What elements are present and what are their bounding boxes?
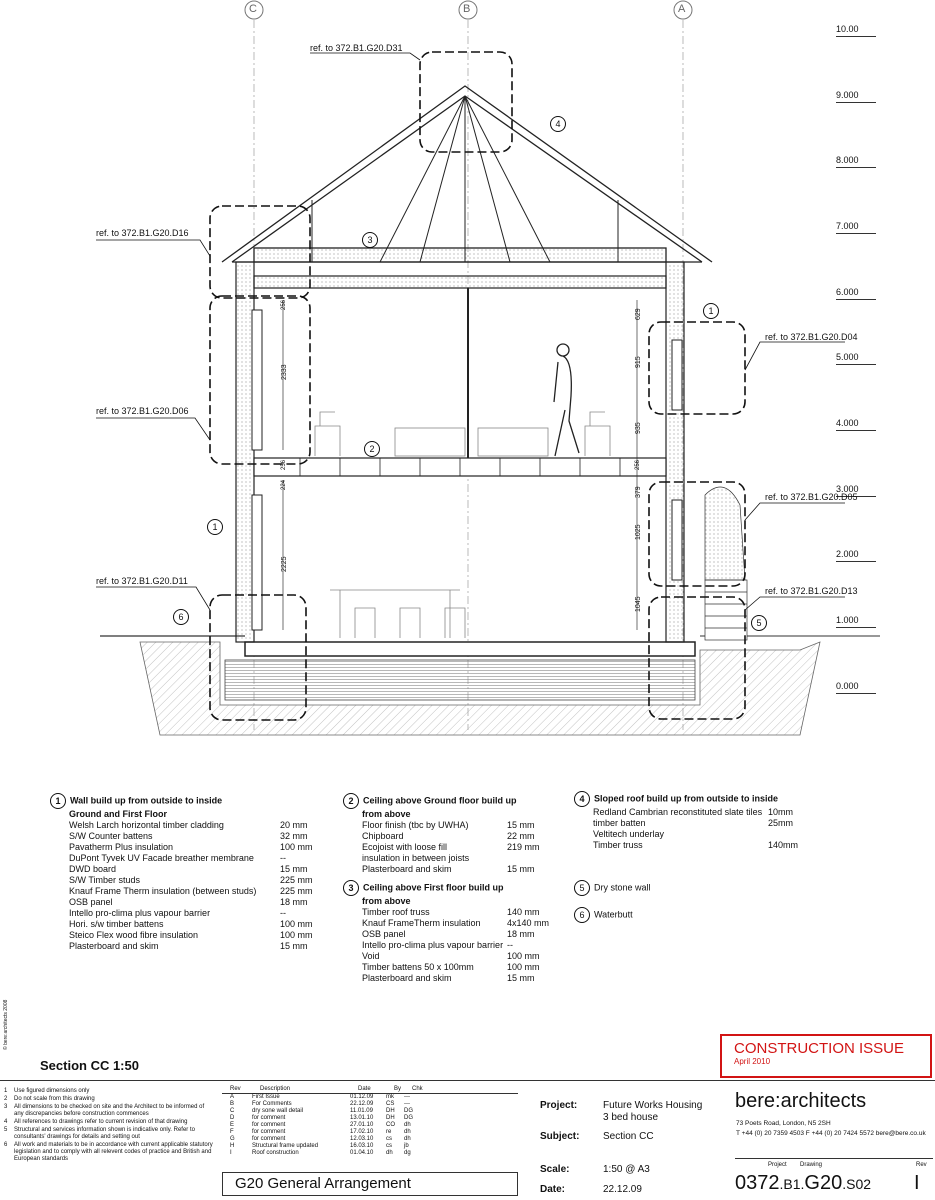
note-row xyxy=(69,919,340,930)
construction-issue-stamp xyxy=(720,1034,932,1078)
note-row xyxy=(69,941,340,952)
note-row xyxy=(593,807,834,818)
note-row-value: 15 mm xyxy=(507,864,535,874)
ref-label-d06: ref. to 372.B1.G20.D06 xyxy=(96,406,189,416)
revision-row xyxy=(222,1129,518,1136)
note-row-item: S/W Counter battens xyxy=(69,831,153,841)
subject-value: Section CC xyxy=(603,1131,654,1142)
note-row-value: 140mm xyxy=(768,840,799,850)
revision-cell: 01.12.09 xyxy=(350,1094,374,1100)
project-label: Project: xyxy=(540,1100,578,1111)
revision-cell: 13.01.10 xyxy=(350,1115,374,1121)
note-row-item: Steico Flex wood fibre insulation xyxy=(69,930,199,940)
general-note-number: 5 xyxy=(4,1127,8,1133)
dim-label: 935 xyxy=(635,422,642,434)
revision-cell: for comment xyxy=(252,1122,286,1128)
level-label: 6.000 xyxy=(836,287,859,297)
tag-bubble: 2 xyxy=(364,441,380,457)
revision-cell: E xyxy=(230,1122,235,1128)
revision-rows xyxy=(222,1094,518,1157)
revision-row xyxy=(222,1115,518,1122)
note-row xyxy=(362,853,563,864)
revision-cell: DG xyxy=(404,1115,413,1121)
note-row-value: 100 mm xyxy=(507,962,540,972)
revision-row xyxy=(222,1101,518,1108)
revision-cell: DH xyxy=(386,1108,395,1114)
note-row-value: 15 mm xyxy=(507,820,535,830)
general-note-number: 2 xyxy=(4,1096,8,1102)
general-note xyxy=(4,1142,214,1163)
note-row-item: Intello pro-clima plus vapour barrier xyxy=(362,940,504,950)
note-row xyxy=(69,842,340,853)
project-header: Project xyxy=(768,1162,787,1168)
revision-cell: 17.02.10 xyxy=(350,1129,374,1135)
rev-header: Chk xyxy=(412,1086,423,1092)
drawing-number-divider xyxy=(735,1158,933,1159)
note-row xyxy=(362,864,563,875)
dim-label: 1025 xyxy=(635,524,642,540)
tag-bubble: 5 xyxy=(751,615,767,631)
revision-cell: cs xyxy=(386,1136,392,1142)
subject-label: Subject: xyxy=(540,1131,580,1142)
dim-label: 256 xyxy=(635,459,641,470)
note-title: Waterbutt xyxy=(594,909,633,920)
revision-cell: CS xyxy=(386,1101,395,1107)
tag-bubble: 6 xyxy=(173,609,189,625)
note-row-value: 15 mm xyxy=(507,973,535,983)
ref-label-d04: ref. to 372.B1.G20.D04 xyxy=(765,332,858,342)
level-label: 1.000 xyxy=(836,615,859,625)
note-row-value: 15 mm xyxy=(280,864,308,874)
level-label: 8.000 xyxy=(836,155,859,165)
revision-row xyxy=(222,1094,518,1101)
general-note-number: 3 xyxy=(4,1104,8,1110)
general-note-number: 1 xyxy=(4,1088,8,1094)
ref-label-d31: ref. to 372.B1.G20.D31 xyxy=(310,43,403,53)
note-row-item: Redland Cambrian reconstituted slate tiles xyxy=(593,807,763,817)
revision-cell: dh xyxy=(404,1122,411,1128)
ground xyxy=(100,636,880,735)
note-title: Ceiling above First floor build up xyxy=(363,882,504,893)
note-sloped-roof xyxy=(574,791,834,851)
drawing-number-project: 0372 xyxy=(735,1172,780,1194)
grid-label-a: A xyxy=(678,3,686,15)
level-label: 9.000 xyxy=(836,90,859,100)
revision-cell: re xyxy=(386,1129,392,1135)
note-row xyxy=(593,829,834,840)
drawing-name: G20 General Arrangement xyxy=(222,1172,518,1196)
revision-cell: G xyxy=(230,1136,235,1142)
note-number: 5 xyxy=(574,880,590,896)
note-rows xyxy=(343,820,563,875)
project-value-2: 3 bed house xyxy=(603,1112,659,1123)
tag-bubble: 1 xyxy=(703,303,719,319)
ref-label-d11: ref. to 372.B1.G20.D11 xyxy=(96,576,188,586)
general-note xyxy=(4,1096,214,1103)
note-row xyxy=(69,831,340,842)
grid-label-b: B xyxy=(463,3,471,15)
note-row xyxy=(362,929,573,940)
firm-contact: T +44 (0) 20 7359 4503 F +44 (0) 20 7424 5572 bere@bere.co.uk xyxy=(736,1130,926,1137)
revision-row xyxy=(222,1136,518,1143)
drawing-rev: I xyxy=(914,1172,920,1194)
note-row-item: Knauf Frame Therm insulation (between studs) xyxy=(69,886,257,896)
note-row-item: Timber truss xyxy=(593,840,643,850)
general-note-number: 6 xyxy=(4,1142,8,1148)
general-note-text: Do not scale from this drawing xyxy=(14,1096,95,1102)
revision-cell: 12.03.10 xyxy=(350,1136,374,1142)
section-title: Section CC 1:50 xyxy=(40,1058,139,1073)
revision-cell: D xyxy=(230,1115,235,1121)
note-row-item: Pavatherm Plus insulation xyxy=(69,842,174,852)
date-value: 22.12.09 xyxy=(603,1184,642,1195)
note-row xyxy=(69,820,340,831)
project-value: Future Works Housing xyxy=(603,1100,703,1111)
general-note-text: Use figured dimensions only xyxy=(14,1088,90,1094)
revision-cell: Structural frame updated xyxy=(252,1143,319,1149)
revision-cell: CO xyxy=(386,1122,395,1128)
note-row-value: 225 mm xyxy=(280,875,313,885)
level-label: 0.000 xyxy=(836,681,859,691)
revision-cell: dh xyxy=(404,1129,411,1135)
note-row-item: Void xyxy=(362,951,380,961)
note-row-value: 10mm xyxy=(768,807,794,817)
note-row-item: S/W Timber studs xyxy=(69,875,141,885)
revision-row xyxy=(222,1143,518,1150)
note-dry-stone-wall xyxy=(574,880,651,896)
grid-label-c: C xyxy=(249,3,257,15)
note-row xyxy=(593,840,834,851)
revision-cell: I xyxy=(230,1150,232,1156)
note-title: Ceiling above Ground floor build up xyxy=(363,795,517,806)
note-title: Dry stone wall xyxy=(594,882,651,893)
note-rows xyxy=(343,907,573,984)
note-row-value: 140 mm xyxy=(507,907,540,917)
note-subtitle: from above xyxy=(362,896,411,906)
revision-cell: 22.12.09 xyxy=(350,1101,374,1107)
level-label: 4.000 xyxy=(836,418,859,428)
ref-label-d05: ref. to 372.B1.G20.D05 xyxy=(765,492,858,502)
tag-bubble: 4 xyxy=(550,116,566,132)
revision-cell: 11.01.09 xyxy=(350,1108,373,1114)
date-label: Date: xyxy=(540,1184,566,1195)
note-row-value: -- xyxy=(280,853,286,863)
note-row xyxy=(362,940,573,951)
revision-cell: C xyxy=(230,1108,235,1114)
general-note xyxy=(4,1119,214,1126)
general-note xyxy=(4,1088,214,1095)
general-note-text: All references to drawings refer to current revision of that drawing xyxy=(14,1119,188,1125)
general-note-text: Structural and services information shown is indicative only. Refer to consultants' drawings for details and setting out xyxy=(14,1127,195,1140)
dim-label: 2333 xyxy=(281,364,288,380)
general-note xyxy=(4,1104,214,1118)
note-row xyxy=(362,918,573,929)
note-row-item: OSB panel xyxy=(362,929,406,939)
note-row-item: Welsh Larch horizontal timber cladding xyxy=(69,820,224,830)
dry-stone-wall xyxy=(705,487,747,640)
note-subtitle: Ground and First Floor xyxy=(69,809,167,819)
note-row-item: insulation in between joists xyxy=(362,853,470,863)
note-row-item: DuPont Tyvek UV Facade breather membrane xyxy=(69,853,254,863)
stamp-title: CONSTRUCTION ISSUE xyxy=(734,1040,905,1057)
stamp-date: April 2010 xyxy=(734,1057,771,1066)
general-note-number: 4 xyxy=(4,1119,8,1125)
revision-cell: for comment xyxy=(252,1136,286,1142)
revision-cell: dry sone wall detail xyxy=(252,1108,304,1114)
note-number: 4 xyxy=(574,791,590,807)
note-number: 1 xyxy=(50,793,66,809)
revision-cell: 01.04.10 xyxy=(350,1150,374,1156)
rev-header: By xyxy=(394,1086,402,1092)
note-row xyxy=(69,853,340,864)
level-label: 2.000 xyxy=(836,549,859,559)
level-label: 7.000 xyxy=(836,221,859,231)
revision-cell: First Issue xyxy=(252,1094,280,1100)
ref-label-d16: ref. to 372.B1.G20.D16 xyxy=(96,228,189,238)
general-note-text: All dimensions to be checked on site and the Architect to be informed of any discrepancies before construction commences xyxy=(14,1104,205,1117)
note-row xyxy=(362,831,563,842)
note-number: 6 xyxy=(574,907,590,923)
note-title: Sloped roof build up from outside to inside xyxy=(594,793,778,804)
note-row xyxy=(362,820,563,831)
roof xyxy=(222,86,712,262)
drawing-number-building: .B1. xyxy=(779,1176,805,1192)
tag-bubble: 3 xyxy=(362,232,378,248)
note-row-value: 100 mm xyxy=(280,919,313,929)
drawing-number-series: G20 xyxy=(804,1172,843,1194)
note-row-value: 219 mm xyxy=(507,842,540,852)
dim-label: 915 xyxy=(635,356,642,368)
note-title: Wall build up from outside to inside xyxy=(70,795,223,806)
scale-label: Scale: xyxy=(540,1164,570,1175)
walls xyxy=(236,262,684,642)
note-row-value: -- xyxy=(507,940,513,950)
note-row-item: Hori. s/w timber battens xyxy=(69,919,164,929)
note-row-value: 32 mm xyxy=(280,831,308,841)
note-row-item: Plasterboard and skim xyxy=(69,941,159,951)
firm-address: 73 Poets Road, London, N5 2SH xyxy=(736,1120,831,1127)
revision-cell: cs xyxy=(386,1143,392,1149)
note-row-value: 100 mm xyxy=(280,930,313,940)
revision-cell: dh xyxy=(386,1150,393,1156)
note-row-value: 100 mm xyxy=(280,842,313,852)
note-row-value: 225 mm xyxy=(280,886,313,896)
note-row-item: Timber roof truss xyxy=(362,907,430,917)
scale-value: 1:50 @ A3 xyxy=(603,1164,650,1175)
note-waterbutt xyxy=(574,907,633,923)
note-row-value xyxy=(768,829,828,840)
dim-label: 2225 xyxy=(281,556,288,572)
revision-cell: for comment xyxy=(252,1129,286,1135)
note-rows xyxy=(574,807,834,851)
note-row-value: 18 mm xyxy=(280,897,308,907)
note-row xyxy=(362,973,573,984)
note-row-item: Plasterboard and skim xyxy=(362,973,452,983)
note-row xyxy=(69,886,340,897)
revision-cell: jb xyxy=(404,1143,409,1149)
revision-cell: mk xyxy=(386,1094,394,1100)
note-row-value: 15 mm xyxy=(280,941,308,951)
firm-name: bere:architects xyxy=(735,1090,867,1112)
dim-label: 224 xyxy=(281,479,287,490)
ref-label-d13: ref. to 372.B1.G20.D13 xyxy=(765,586,858,596)
note-row-value: 20 mm xyxy=(280,820,308,830)
rev-header: Rev xyxy=(230,1086,241,1092)
revision-cell: Roof construction xyxy=(252,1150,299,1156)
revision-row xyxy=(222,1150,518,1157)
note-subtitle: from above xyxy=(362,809,411,819)
note-row xyxy=(69,897,340,908)
rev-header-label: Rev xyxy=(916,1162,927,1168)
note-row-item: Intello pro-clima plus vapour barrier xyxy=(69,908,211,918)
person-silhouette xyxy=(554,344,579,456)
general-note-text: All work and materials to be in accordance with current applicable statutory legislation and to comply with all relevent codes of practice and British and European standards xyxy=(14,1142,213,1162)
note-row xyxy=(362,951,573,962)
note-row-value: 4x140 mm xyxy=(507,918,550,928)
dim-label: 256 xyxy=(281,299,287,310)
note-row xyxy=(69,930,340,941)
note-ceiling-ground xyxy=(343,793,563,875)
note-row xyxy=(362,842,563,853)
note-row xyxy=(362,907,573,918)
dim-label: 379 xyxy=(635,486,642,498)
level-label: 10.00 xyxy=(836,24,859,34)
level-label: 5.000 xyxy=(836,352,859,362)
note-row xyxy=(69,875,340,886)
revision-cell: --- xyxy=(404,1101,410,1107)
note-row-value: 25mm xyxy=(768,818,794,828)
note-ceiling-first xyxy=(343,880,573,984)
note-row-item: Veltitech underlay xyxy=(593,829,665,839)
note-row-item: DWD board xyxy=(69,864,117,874)
note-row-item: Plasterboard and skim xyxy=(362,864,452,874)
revision-cell: DH xyxy=(386,1115,395,1121)
note-row-value: 22 mm xyxy=(507,831,535,841)
note-row-item: Timber battens 50 x 100mm xyxy=(362,962,474,972)
revision-cell: dg xyxy=(404,1150,411,1156)
revision-cell: for comment xyxy=(252,1115,286,1121)
note-wall-buildup xyxy=(50,793,340,952)
furniture xyxy=(315,412,610,638)
drawing-number-sheet: .S02 xyxy=(842,1176,872,1192)
copyright-text: © bere:architects 2008 xyxy=(3,999,9,1050)
note-row xyxy=(362,962,573,973)
revision-cell: dh xyxy=(404,1136,411,1142)
revision-row xyxy=(222,1122,518,1129)
note-row xyxy=(593,818,834,829)
dim-label: 256 xyxy=(281,459,287,470)
note-row-item: timber batten xyxy=(593,818,646,828)
note-row xyxy=(69,908,340,919)
note-row-value: 18 mm xyxy=(507,929,535,939)
note-row-item: Chipboard xyxy=(362,831,404,841)
revision-cell: For Comments xyxy=(252,1101,292,1107)
note-row-item: Ecojoist with loose fill xyxy=(362,842,448,852)
drawing-number xyxy=(735,1172,871,1195)
revision-row xyxy=(222,1108,518,1115)
general-notes xyxy=(4,1088,214,1164)
dim-label: 629 xyxy=(635,308,642,320)
revision-cell: 16.03.10 xyxy=(350,1143,374,1149)
detail-boxes xyxy=(210,52,745,720)
note-row-item: Floor finish (tbc by UWHA) xyxy=(362,820,469,830)
revision-cell: A xyxy=(230,1094,235,1100)
revision-cell: B xyxy=(230,1101,235,1107)
note-row-value: 100 mm xyxy=(507,951,540,961)
note-rows xyxy=(50,820,340,952)
drawing-header: Drawing xyxy=(800,1162,823,1168)
revision-cell: 27.01.10 xyxy=(350,1122,374,1128)
rev-header: Date xyxy=(358,1086,371,1092)
title-block-divider xyxy=(0,1080,935,1081)
level-label: 3.000 xyxy=(836,484,859,494)
note-row-item: OSB panel xyxy=(69,897,113,907)
note-row-item: Knauf FrameTherm insulation xyxy=(362,918,481,928)
note-row xyxy=(69,864,340,875)
note-number: 3 xyxy=(343,880,359,896)
floors xyxy=(254,276,666,476)
rev-header: Description xyxy=(260,1086,291,1092)
note-number: 2 xyxy=(343,793,359,809)
revision-cell: DG xyxy=(404,1108,413,1114)
note-row-value: -- xyxy=(280,908,286,918)
revision-cell: F xyxy=(230,1129,234,1135)
dim-label: 1045 xyxy=(635,596,642,612)
revision-table xyxy=(222,1086,518,1196)
revision-cell: H xyxy=(230,1143,235,1149)
tag-bubble: 1 xyxy=(207,519,223,535)
revision-cell: --- xyxy=(404,1094,410,1100)
general-note xyxy=(4,1127,214,1141)
note-row-value xyxy=(507,853,562,864)
